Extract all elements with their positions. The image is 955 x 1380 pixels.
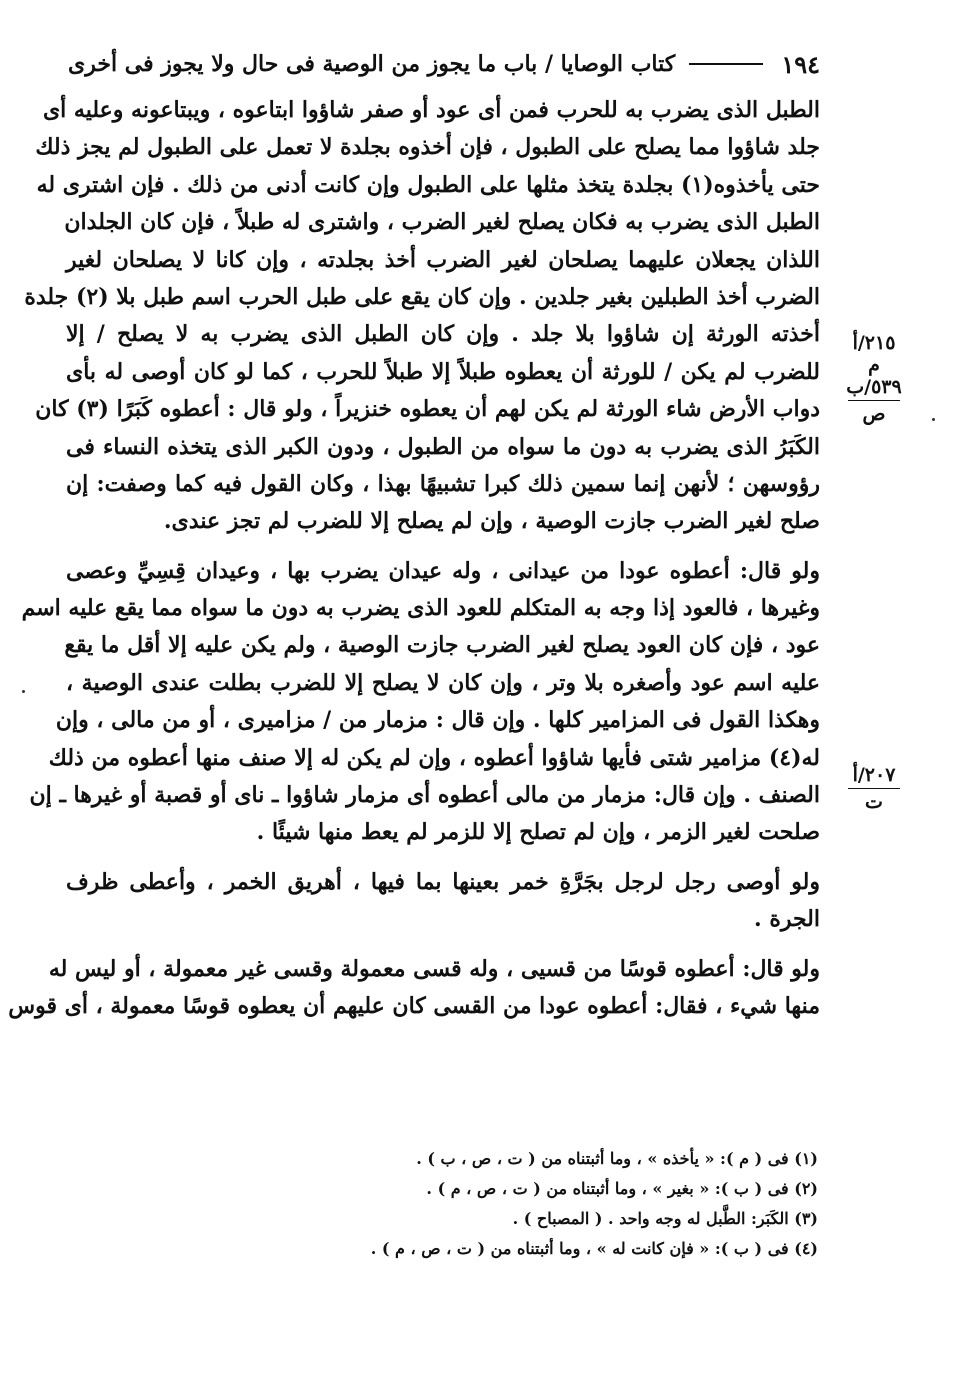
footnote: (٤) فى ( ب ): « فإن كانت له » ، وما أثبتناه من ( ت ، ص ، م ) . xyxy=(370,1239,818,1258)
text-line: الضرب أخذ الطبلين بغير جلدين . وإن كان يقع على طبل الحرب اسم طبل بلا (٢) جلدة xyxy=(24,283,820,310)
text-line: صلحت لغير الزمر ، وإن لم تصلح إلا للزمر لم يعط منها شيئًا . xyxy=(256,819,820,846)
footnote: (٣) الكَبَر: الطَّبل له وجه واحد . ( المصباح ) . xyxy=(512,1209,818,1228)
text-line: للضرب لم يكن / للورثة أن يعطوه طبلاً إلا طبلاً للحرب ، كما لو كان أوصى له بأى xyxy=(66,358,820,385)
text-line: الكَبَرُ الذى يضرب به دون ما سواه من الطبول ، ودون الكبر الذى يتخذه النساء فى xyxy=(66,433,820,460)
text-line: صلح لغير الضرب جازت الوصية ، وإن لم يصلح إلا للضرب لم تجز عندى. xyxy=(163,508,820,535)
text-line: وغيرها ، فالعود إذا وجه به المتكلم للعود الذى يضرب به دون ما سواه مما يقع عليه اسم xyxy=(21,595,820,622)
text-line: عود ، فإن كان العود يصلح لغير الضرب جازت الوصية ، ولم يكن عليه إلا أقل ما يقع xyxy=(64,632,820,659)
margin-ref-siglum: ص xyxy=(862,403,886,425)
footnote: (١) فى ( م ): « يأخذه » ، وما أثبتناه من ( ت ، ص ، ب ) . xyxy=(416,1149,818,1168)
text-line: أخذته الورثة إن شاؤوا بلا جلد . وإن كان الطبل الذى يضرب به لا يصلح / إلا xyxy=(66,321,820,348)
running-title: كتاب الوصايا / باب ما يجوز من الوصية فى حال ولا يجوز فى أخرى xyxy=(68,51,676,77)
text-line: الجرة . xyxy=(754,906,820,933)
page-header xyxy=(68,44,820,84)
page-number: ١٩٤ xyxy=(781,49,820,79)
text-line: ولو قال: أعطوه قوسًا من قسيى ، وله قسى معمولة وقسى غير معمولة ، أو ليس له xyxy=(48,955,820,982)
scan-speck xyxy=(932,418,935,421)
text-line: الطبل الذى يضرب به فكان يصلح لغير الضرب ، واشترى له طبلاً ، فإن كان الجلدان xyxy=(64,209,820,236)
paragraph-gap xyxy=(66,852,820,864)
text-line: الطبل الذى يضرب به للحرب فمن أى عود أو صفر شاؤوا ابتاعوه ، ويبتاعونه وعليه أى xyxy=(42,97,820,123)
text-line: له(٤) مزامير شتى فأيها شاؤوا أعطوه ، وإن لم يكن له إلا صنف منها أعطوه من ذلك xyxy=(48,744,820,771)
text-line: دواب الأرض شاء الورثة لم يكن لهم أن يعطوه خنزيراً ، ولو قال : أعطوه كَبَرًا (٣) كان xyxy=(35,396,820,423)
margin-rule xyxy=(848,788,900,789)
margin-note-manuscript-ref xyxy=(838,764,910,813)
text-line: حتى يأخذوه(١) بجلدة يتخذ مثلها على الطبول وإن كانت أدنى من ذلك . فإن اشترى له xyxy=(36,171,820,198)
margin-ref-folio: ٥٣٩/ب xyxy=(846,376,902,398)
footnotes xyxy=(366,1144,818,1264)
paragraph-gap xyxy=(66,939,820,951)
margin-ref-folio: ٢١٥/أ xyxy=(852,332,896,354)
text-line: جلد شاؤوا مما يصلح على الطبول ، فإن أخذوه بجلدة لا تعمل على الطبول لم يجز ذلك xyxy=(35,134,820,161)
header-rule xyxy=(689,63,763,65)
text-line: وهكذا القول فى المزامير كلها . وإن قال : مزمار من / مزاميرى ، أو من مالى ، وإن xyxy=(55,707,820,734)
margin-ref-siglum: م xyxy=(868,354,880,376)
paragraph-gap xyxy=(66,541,820,553)
margin-note-manuscript-ref xyxy=(838,332,910,425)
text-line: ولو قال: أعطوه عودا من عيدانى ، وله عيدان يضرب بها ، وعيدان قِسِيِّ وعصى xyxy=(66,557,820,584)
text-line: اللذان يجعلان عليهما يصلحان لغير الضرب أخذ بجلدته ، وإن كانا لا يصلحان لغير xyxy=(66,246,820,273)
text-line: رؤوسهن ؛ لأنهن إنما سمين ذلك كبرا تشبيهًا بهذا ، وكان القول فيه كما وصفت: إن xyxy=(66,470,820,497)
text-line: منها شيء ، فقال: أعطوه عودا من القسى كان عليهم أن يعطوه قوسًا معمولة ، أى قوس xyxy=(8,992,820,1019)
text-line: الصنف . وإن قال: مزمار من مالى أعطوه أى مزمار شاؤوا ـ ناى أو قصبة أو غيرها ـ إن xyxy=(29,782,820,809)
text-line: عليه اسم عود وأصغره بلا وتر ، وإن كان لا يصلح إلا للضرب بطلت عندى الوصية ، xyxy=(66,669,820,696)
main-text xyxy=(8,92,820,1025)
scan-speck xyxy=(22,690,25,693)
margin-ref-siglum: ت xyxy=(865,791,883,813)
footnote: (٢) فى ( ب ): « بغير » ، وما أثبتناه من ( ت ، ص ، م ) . xyxy=(426,1179,818,1198)
text-line: ولو أوصى رجل لرجل بجَرَّةِ خمر بعينها بما فيها ، أهريق الخمر ، وأعطى ظرف xyxy=(66,868,820,895)
margin-ref-folio: ٢٠٧/أ xyxy=(852,764,896,786)
margin-rule xyxy=(848,400,900,401)
